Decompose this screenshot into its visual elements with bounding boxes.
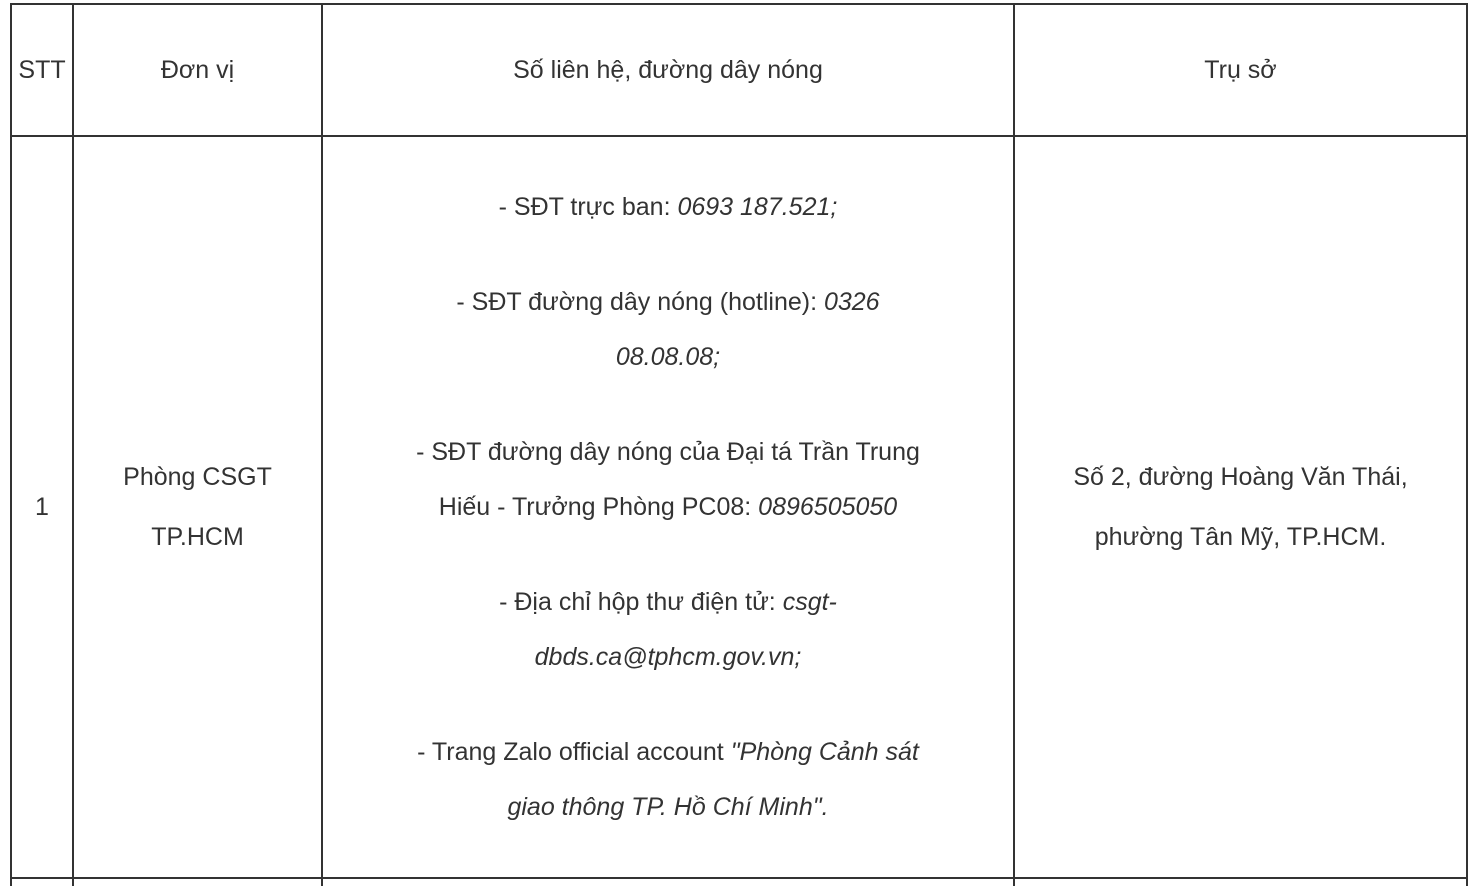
stub-cell bbox=[73, 878, 322, 886]
contact-item-email bbox=[329, 575, 1007, 685]
cell-row-number: 1 bbox=[11, 136, 73, 878]
contact-label: - Trang Zalo official account bbox=[417, 737, 731, 766]
contact-label: - SĐT đường dây nóng (hotline): bbox=[456, 287, 824, 316]
table-row bbox=[11, 136, 1467, 878]
contact-item-chief-hotline bbox=[329, 425, 1007, 535]
cell-headquarters-address: Số 2, đường Hoàng Văn Thái, phường Tân Mỹ, TP.HCM. bbox=[1014, 136, 1467, 878]
contact-label: - SĐT đường dây nóng của Đại tá Trần Trung Hiếu - Trưởng Phòng PC08: bbox=[416, 437, 920, 521]
column-header-stt: STT bbox=[11, 4, 73, 136]
contact-directory-table bbox=[10, 3, 1468, 886]
column-header-don-vi: Đơn vị bbox=[73, 4, 322, 136]
stub-cell bbox=[1014, 878, 1467, 886]
contact-item-zalo bbox=[329, 725, 1007, 835]
contact-value: "Phòng Cảnh sát giao thông TP. Hồ Chí Minh". bbox=[507, 737, 919, 821]
column-header-tru-so: Trụ sở bbox=[1014, 4, 1467, 136]
contact-value: 0693 187.521; bbox=[677, 192, 838, 221]
cell-unit-name: Phòng CSGT TP.HCM bbox=[73, 136, 322, 878]
stub-cell bbox=[322, 878, 1014, 886]
contact-item-hotline bbox=[329, 275, 1007, 385]
contact-value: 0896505050 bbox=[758, 492, 898, 521]
cell-contact-list bbox=[322, 136, 1014, 878]
contact-item-duty-phone bbox=[329, 180, 1007, 235]
column-header-contact-numbers: Số liên hệ, đường dây nóng bbox=[322, 4, 1014, 136]
next-row-partial bbox=[11, 878, 1467, 886]
stub-cell bbox=[11, 878, 73, 886]
contact-value: csgt- dbds.ca@tphcm.gov.vn; bbox=[534, 587, 837, 671]
contact-label: - SĐT trực ban: bbox=[498, 192, 678, 221]
contact-label: - Địa chỉ hộp thư điện tử: bbox=[499, 587, 783, 616]
header-row bbox=[11, 4, 1467, 136]
contact-value: 0326 08.08.08; bbox=[615, 287, 880, 371]
